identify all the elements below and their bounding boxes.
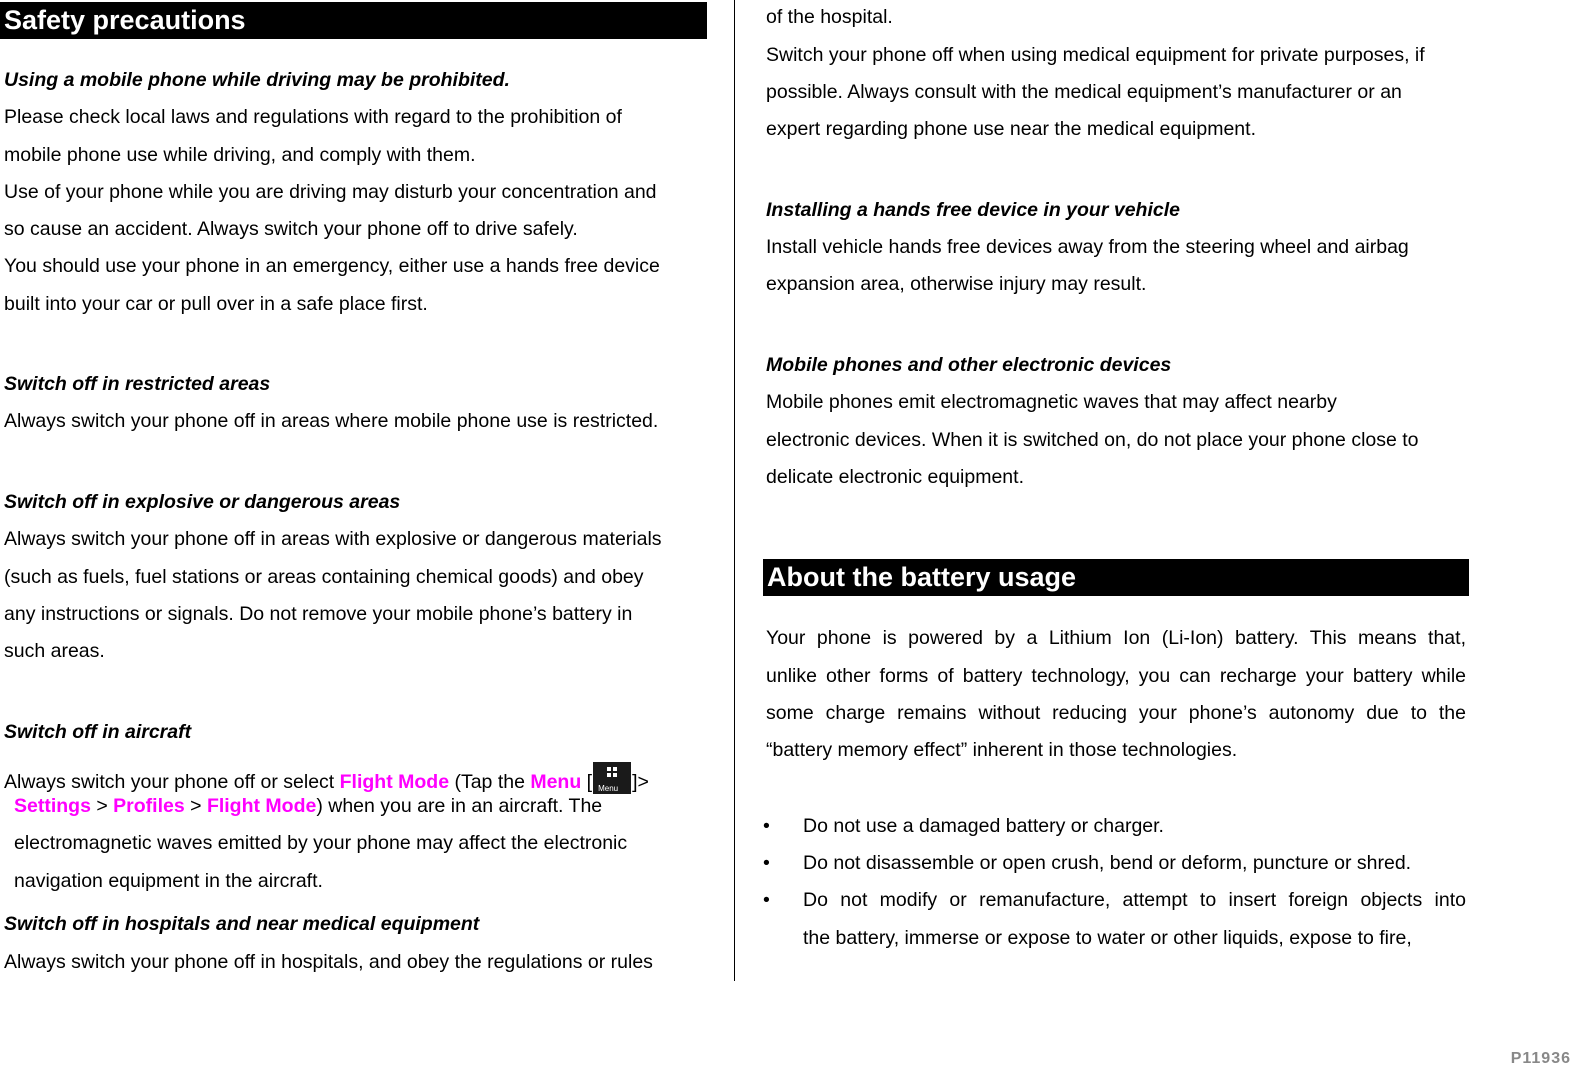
heading-electronic-devices: Mobile phones and other electronic devices <box>766 354 1172 376</box>
profiles-term: Profiles <box>113 795 185 817</box>
text-line: Switch your phone off when using medical equipment for private purposes, if <box>766 44 1425 66</box>
bullet-item-continuation: the battery, immerse or expose to water or other liquids, expose to fire, <box>803 927 1412 949</box>
bullet-item: Do not disassemble or open crush, bend or deform, puncture or shred. <box>803 852 1412 874</box>
text-line: mobile phone use while driving, and comply with them. <box>4 144 476 166</box>
text-line-justified: some charge remains without reducing your phone’s autonomy due to the <box>766 702 1466 724</box>
text-line: “battery memory effect” inherent in those technologies. <box>766 739 1238 761</box>
bullet-icon: • <box>763 815 770 837</box>
menu-grid-icon <box>593 762 631 794</box>
page-number: P11936 <box>1510 1050 1571 1067</box>
menu-icon-label: Menu <box>598 784 619 793</box>
text-span: ) when you are in an aircraft. The <box>316 795 603 817</box>
text-line-justified: unlike other forms of battery technology, you can recharge your battery while <box>766 665 1466 687</box>
text-span: > <box>184 795 207 817</box>
bullet-item: Do not use a damaged battery or charger. <box>803 815 1164 837</box>
text-line: of the hospital. <box>766 6 893 28</box>
text-line: (such as fuels, fuel stations or areas containing chemical goods) and obey <box>4 566 644 588</box>
heading-explosive: Switch off in explosive or dangerous areas <box>4 491 401 513</box>
bullet-item: Do not modify or remanufacture, attempt to insert foreign objects into <box>803 889 1466 911</box>
text-span: (Tap the <box>449 771 531 793</box>
text-line: Always switch your phone off in hospitals, and obey the regulations or rules <box>4 951 653 973</box>
text-line: delicate electronic equipment. <box>766 466 1024 488</box>
heading-hands-free: Installing a hands free device in your vehicle <box>766 199 1180 221</box>
bullet-icon: • <box>763 889 770 911</box>
text-line: Always switch your phone off in areas where mobile phone use is restricted. <box>4 410 659 432</box>
text-line: expert regarding phone use near the medical equipment. <box>766 118 1256 140</box>
text-line-aircraft <box>4 762 649 794</box>
flight-mode-term: Flight Mode <box>206 795 317 817</box>
text-line-justified: Your phone is powered by a Lithium Ion (Li-Ion) battery. This means that, <box>766 627 1466 649</box>
text-line: expansion area, otherwise injury may result. <box>766 273 1147 295</box>
heading-aircraft: Switch off in aircraft <box>4 721 192 743</box>
text-span: Always switch your phone off or select <box>4 771 340 793</box>
section-banner-battery: About the battery usage <box>763 559 1469 596</box>
text-line: Please check local laws and regulations with regard to the prohibition of <box>4 106 622 128</box>
text-line: such areas. <box>4 640 105 662</box>
settings-term: Settings <box>14 795 91 817</box>
heading-driving: Using a mobile phone while driving may be prohibited. <box>4 69 510 91</box>
bullet-icon: • <box>763 852 770 874</box>
text-span: [ <box>581 771 593 793</box>
left-column <box>0 0 707 973</box>
text-line: Install vehicle hands free devices away from the steering wheel and airbag <box>766 236 1409 258</box>
text-span: > <box>90 795 114 817</box>
heading-restricted: Switch off in restricted areas <box>4 373 271 395</box>
heading-hospitals: Switch off in hospitals and near medical equipment <box>4 913 480 935</box>
text-span: ]> <box>632 771 649 793</box>
text-line: so cause an accident. Always switch your phone off to drive safely. <box>4 218 578 240</box>
menu-term: Menu <box>530 771 582 793</box>
text-line-aircraft <box>14 794 602 818</box>
text-line: electromagnetic waves emitted by your phone may affect the electronic <box>14 832 628 854</box>
text-line: electronic devices. When it is switched on, do not place your phone close to <box>766 429 1419 451</box>
text-line: Always switch your phone off in areas with explosive or dangerous materials <box>4 528 662 550</box>
text-line: You should use your phone in an emergency, either use a hands free device <box>4 255 660 277</box>
text-line: Use of your phone while you are driving may disturb your concentration and <box>4 181 657 203</box>
flight-mode-term: Flight Mode <box>339 771 450 793</box>
section-banner-safety: Safety precautions <box>0 2 707 39</box>
text-line: any instructions or signals. Do not remove your mobile phone’s battery in <box>4 603 633 625</box>
text-line: built into your car or pull over in a safe place first. <box>4 293 428 315</box>
column-divider <box>734 0 735 981</box>
text-line: possible. Always consult with the medical equipment’s manufacturer or an <box>766 81 1402 103</box>
text-line: navigation equipment in the aircraft. <box>14 870 323 892</box>
text-line: Mobile phones emit electromagnetic waves that may affect nearby <box>766 391 1337 413</box>
